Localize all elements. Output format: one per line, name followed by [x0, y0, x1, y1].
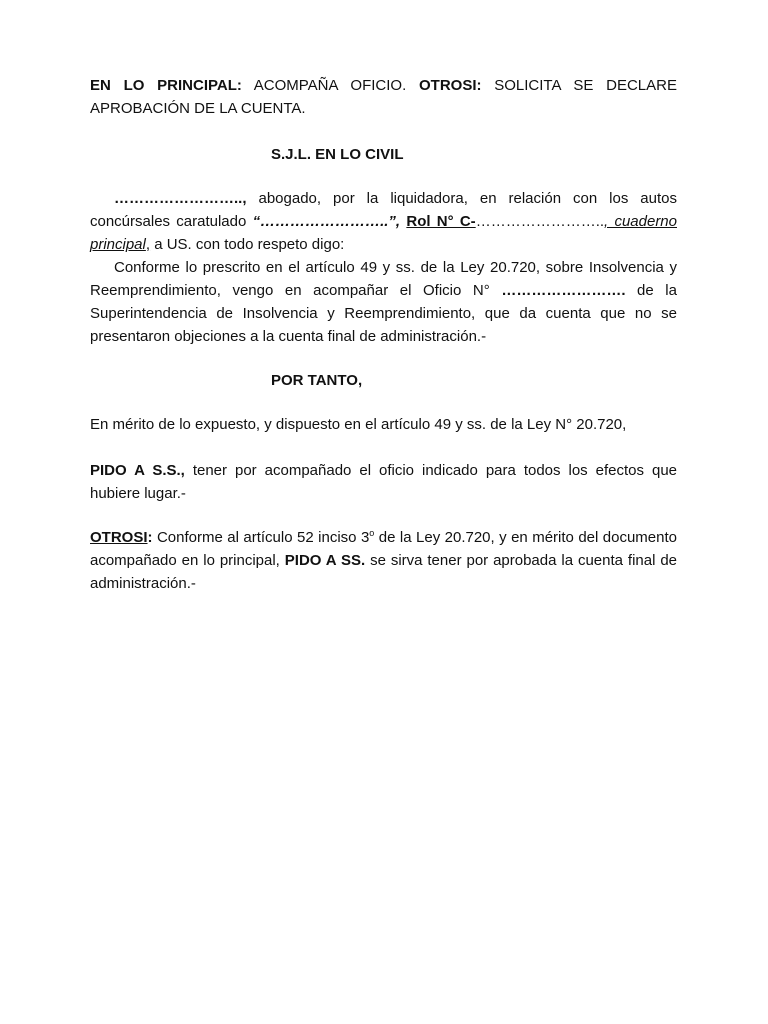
otrosi-label: OTROSI:	[419, 77, 482, 94]
caratula-blank: “……………………..”,	[252, 213, 401, 230]
rol-label: Rol N° C-	[406, 213, 476, 230]
intro-closing: a US. con todo respeto digo:	[150, 236, 345, 253]
otrosi-section-label: OTROSI	[90, 529, 148, 546]
petition-paragraph	[90, 459, 677, 505]
por-tanto-heading: POR TANTO,	[271, 372, 363, 389]
otrosi-text: SOLICITA SE DECLARE APROBACIÓN DE LA CUENTA.	[90, 77, 677, 117]
otrosi-paragraph	[90, 526, 677, 595]
body-paragraph	[90, 256, 677, 348]
otrosi-colon: :	[147, 529, 153, 546]
principal-label: EN LO PRINCIPAL:	[90, 77, 242, 94]
otrosi-pido: PIDO A SS.	[284, 552, 366, 569]
pido-text: tener por acompañado el oficio indicado para todos los efectos que hubiere lugar.-	[90, 462, 677, 502]
merito-paragraph: En mérito de lo expuesto, y dispuesto en el artículo 49 y ss. de la Ley N° 20.720,	[90, 416, 627, 433]
rol-blank: ……………………..	[475, 213, 605, 230]
principal-text: ACOMPAÑA OFICIO.	[241, 77, 419, 94]
court-heading: S.J.L. EN LO CIVIL	[271, 146, 404, 163]
otrosi-text-3: se sirva tener por aprobada la cuenta final de administración.-	[90, 552, 678, 592]
body-text-2: de la Superintendencia de Insolvencia y Reemprendimiento, que da cuenta que no se presentaron objeciones a la cuenta final de administración.-	[90, 282, 677, 345]
comma: ,	[145, 236, 151, 253]
otrosi-text-2: de la Ley 20.720, y en mérito del documento acompañado en lo principal,	[90, 529, 677, 569]
oficio-blank: …………………….	[501, 282, 626, 299]
otrosi-text-1: Conforme al artículo 52 inciso 3	[152, 529, 370, 546]
body-text-1: Conforme lo prescrito en el artículo 49 y ss. de la Ley 20.720, sobre Insolvencia y Reemprendimiento, vengo en acompañar el Oficio N°	[90, 259, 677, 299]
summary-header	[90, 74, 677, 120]
name-blank: ……………………..,	[114, 190, 247, 207]
cuaderno-principal: , cuaderno principal	[90, 213, 677, 253]
pido-label: PIDO A S.S.,	[90, 462, 185, 479]
intro-paragraph	[90, 187, 677, 256]
ordinal-superscript: o	[369, 528, 375, 538]
intro-text: abogado, por la liquidadora, en relación con los autos concúrsales caratulado	[90, 190, 677, 230]
